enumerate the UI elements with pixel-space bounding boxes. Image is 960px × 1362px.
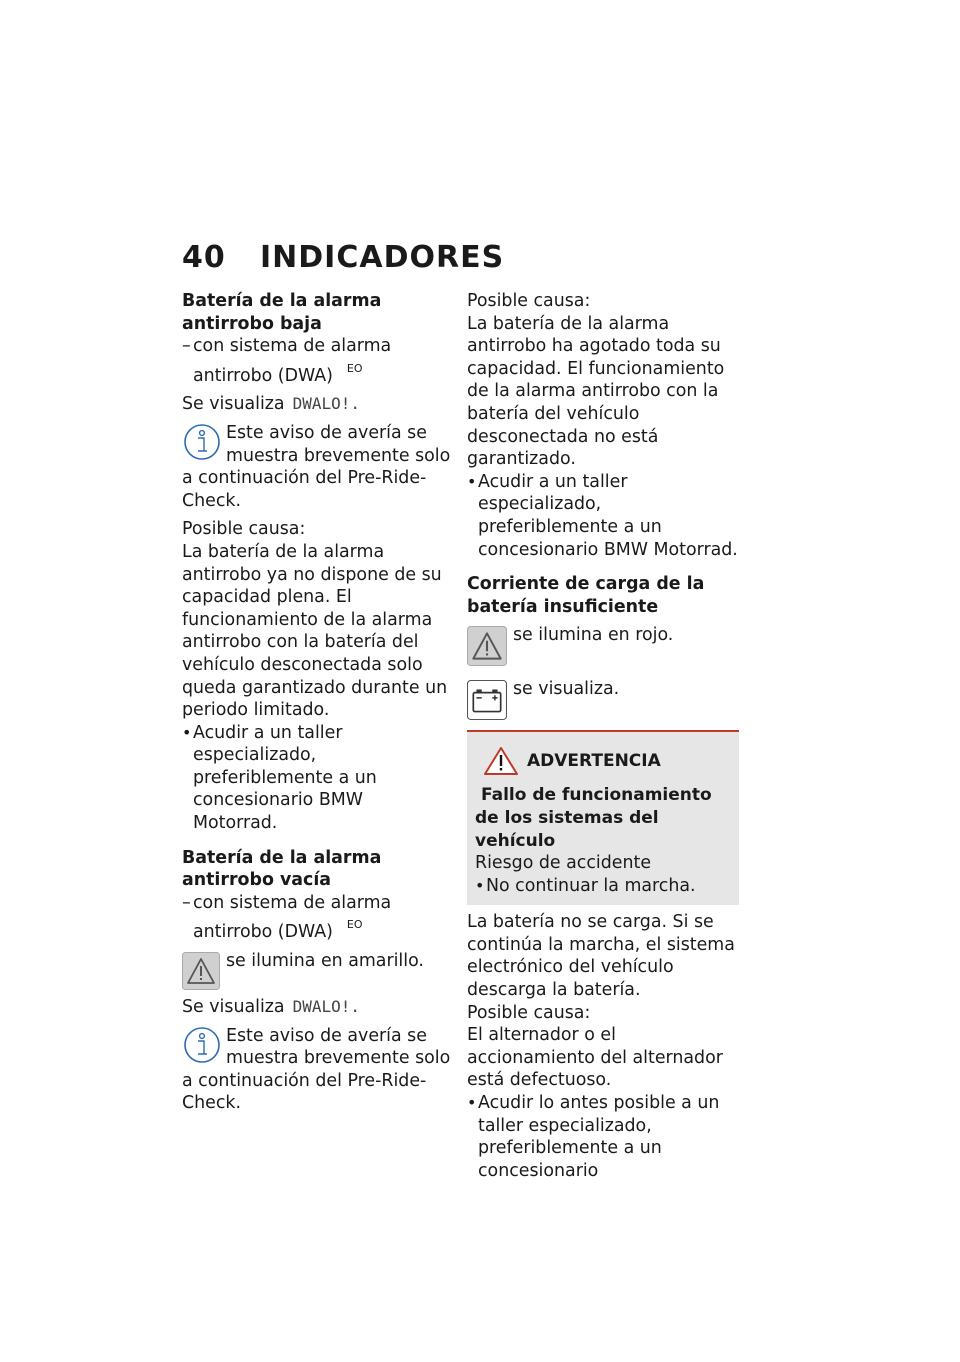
right-column xyxy=(467,290,739,1182)
info-note xyxy=(182,422,452,512)
warning-subtitle: Fallo de funcionamiento de los sistemas del vehículo xyxy=(475,785,712,851)
info-text: Este aviso de avería se muestra brevemente solo a continuación del Pre-Ride-Check. xyxy=(182,1025,451,1114)
cause-label: Posible causa: xyxy=(182,519,306,540)
lamp-row xyxy=(467,624,739,666)
cause-label: Posible causa: xyxy=(467,1002,591,1023)
info-icon xyxy=(182,1025,222,1065)
warning-box xyxy=(467,730,739,905)
section-title: Batería de la alarma antirrobo baja xyxy=(182,291,382,334)
display-text: se visualiza. xyxy=(513,679,620,700)
equipment-code: EO xyxy=(346,361,363,375)
dash-text: con sistema de alarma antirrobo (DWA) xyxy=(193,336,392,386)
dash-text: con sistema de alarma antirrobo (DWA) xyxy=(193,892,392,943)
warning-lamp-icon xyxy=(467,626,507,666)
page-header xyxy=(182,240,742,280)
cause-text: El alternador o el accionamiento del alternador está defectuoso. xyxy=(467,1025,723,1091)
section-title: Batería de la alarma antirrobo vacía xyxy=(182,847,382,891)
page-title: INDICADORES xyxy=(260,240,505,275)
left-column xyxy=(182,290,452,1115)
warning-risk: Riesgo de accidente xyxy=(475,853,652,874)
display-row xyxy=(467,678,739,720)
dash-item xyxy=(182,335,452,387)
lamp-row xyxy=(182,950,452,990)
warning-action: • No continuar la marcha. xyxy=(475,875,731,898)
display-label: Se visualiza xyxy=(182,394,285,415)
equipment-code: EO xyxy=(346,918,363,932)
section-title: Corriente de carga de la batería insuficiente xyxy=(467,574,705,617)
display-line xyxy=(182,393,452,416)
warning-title-text: ADVERTENCIA xyxy=(527,751,661,772)
action-item: • Acudir a un taller especializado, preferiblemente a un concesionario BMW Motorrad. xyxy=(467,471,739,561)
display-label: Se visualiza xyxy=(182,997,285,1018)
lamp-text: se ilumina en amarillo. xyxy=(226,951,424,972)
dash-item xyxy=(182,892,452,944)
info-note xyxy=(182,1025,452,1115)
page-number: 40 xyxy=(182,240,226,275)
warning-triangle-icon xyxy=(483,746,519,776)
cause-text: La batería de la alarma antirrobo ha agotado toda su capacidad. El funcionamiento de la alarma antirrobo con la batería del vehículo desconectada no está garantizado. xyxy=(467,313,725,470)
info-icon xyxy=(182,422,222,462)
info-text: Este aviso de avería se muestra brevemente solo a continuación del Pre-Ride-Check. xyxy=(182,422,451,511)
cause-text: La batería de la alarma antirrobo ya no dispone de su capacidad plena. El funcionamiento de la alarma antirrobo con la batería del vehículo desconectada solo queda garantizado durante un periodo limitado. xyxy=(182,541,448,721)
cause-label: Posible causa: xyxy=(467,291,591,311)
warning-title xyxy=(483,746,731,776)
body-text: La batería no se carga. Si se continúa la marcha, el sistema electrónico del vehículo descarga la batería. xyxy=(467,912,735,1001)
display-line xyxy=(182,996,452,1019)
display-code: DWALO!. xyxy=(292,997,361,1017)
battery-icon xyxy=(467,680,507,720)
action-item: • Acudir a un taller especializado, preferiblemente a un concesionario BMW Motorrad. xyxy=(182,722,452,835)
display-code: DWALO!. xyxy=(292,394,361,414)
lamp-text: se ilumina en rojo. xyxy=(513,625,674,646)
warning-lamp-icon xyxy=(182,952,220,990)
action-item: • Acudir lo antes posible a un taller especializado, preferiblemente a un concesionario xyxy=(467,1092,739,1182)
